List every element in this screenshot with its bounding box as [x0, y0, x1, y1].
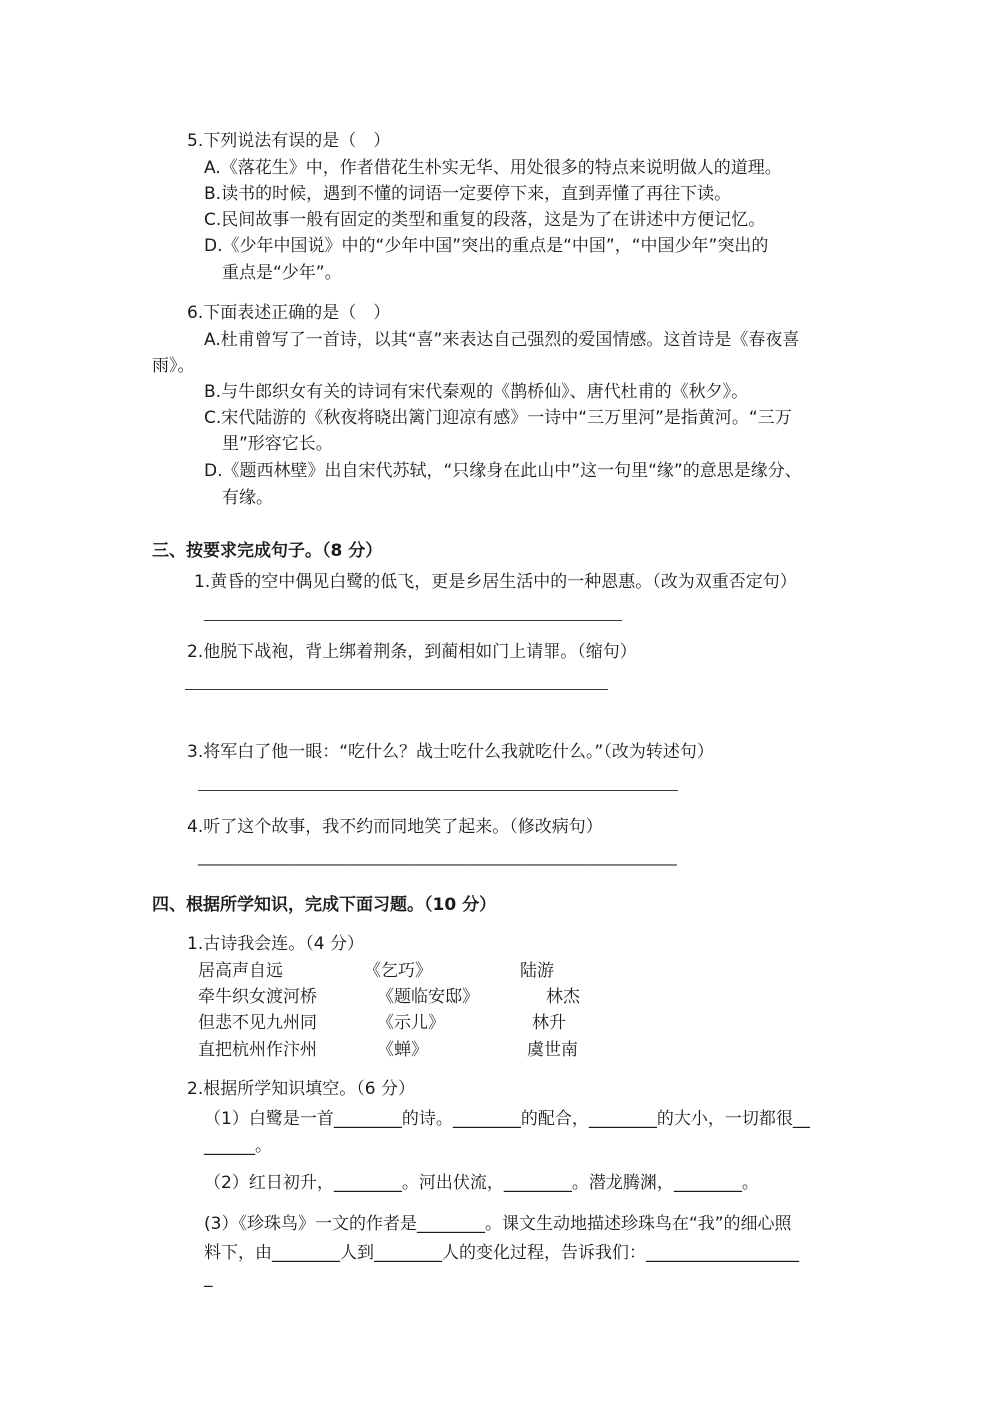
- fill-blank-title: 2.根据所学知识填空。（6 分）: [187, 1079, 415, 1099]
- q5-option-a: A.《落花生》中，作者借花生朴实无华、用处很多的特点来说明做人的道理。: [204, 158, 782, 178]
- section3-item-4: 4.听了这个故事，我不约而同地笑了起来。（修改病句）: [187, 817, 603, 837]
- poem-title-1[interactable]: 《乞巧》: [364, 961, 432, 981]
- fill-blank-3-line3: _: [204, 1268, 213, 1288]
- poem-line-2[interactable]: 牵牛织女渡河桥: [198, 987, 317, 1007]
- q6-option-a-line1: A.杜甫曾写了一首诗，以其“喜”来表达自己强烈的爱国情感。这首诗是《春夜喜: [204, 330, 800, 350]
- q6-option-b: B.与牛郎织女有关的诗词有宋代秦观的《鹊桥仙》、唐代杜甫的《秋夕》。: [204, 382, 749, 402]
- section4-heading: 四、根据所学知识，完成下面习题。（10 分）: [152, 895, 497, 915]
- q6-option-c-line2: 里”形容它长。: [222, 434, 333, 454]
- q5-stem: 5.下列说法有误的是（ ）: [187, 131, 391, 151]
- q5-option-d-line1: D.《少年中国说》中的“少年中国”突出的重点是“中国”，“中国少年”突出的: [204, 236, 769, 256]
- answer-line-2[interactable]: [185, 689, 608, 690]
- section3-heading: 三、按要求完成句子。（8 分）: [152, 541, 383, 561]
- poem-line-4[interactable]: 直把杭州作汴州: [198, 1040, 317, 1060]
- poem-author-2[interactable]: 林杰: [546, 987, 580, 1007]
- section3-item-3: 3.将军白了他一眼：“吃什么？战士吃什么我就吃什么。”（改为转述句）: [187, 742, 714, 762]
- q6-option-d-line2: 有缘。: [222, 488, 273, 508]
- section3-item-1: 1.黄昏的空中偶见白鹭的低飞，更是乡居生活中的一种恩惠。（改为双重否定句）: [194, 572, 797, 592]
- q5-option-b: B.读书的时候，遇到不懂的词语一定要停下来，直到弄懂了再往下读。: [204, 184, 732, 204]
- q6-stem: 6.下面表述正确的是（ ）: [187, 303, 391, 323]
- poem-title-2[interactable]: 《题临安邸》: [377, 987, 479, 1007]
- answer-line-3[interactable]: [198, 790, 678, 791]
- poem-author-3[interactable]: 林升: [532, 1013, 566, 1033]
- fill-blank-3-line2: 料下，由________人到________人的变化过程，告诉我们：__________________: [204, 1243, 799, 1263]
- poem-line-3[interactable]: 但悲不见九州同: [198, 1013, 317, 1033]
- fill-blank-3-line1: (3）《珍珠鸟》一文的作者是________。课文生动地描述珍珠鸟在“我”的细心照: [204, 1214, 792, 1234]
- fill-blank-2: （2）红日初升，________。河出伏流，________。潜龙腾渊，________。: [204, 1173, 759, 1193]
- section3-item-2: 2.他脱下战袍，背上绑着荆条，到蔺相如门上请罪。（缩句）: [187, 642, 637, 662]
- q6-option-a-line2: 雨》。: [152, 356, 195, 376]
- poem-author-4[interactable]: 虞世南: [527, 1040, 578, 1060]
- poem-match-title: 1.古诗我会连。（4 分）: [187, 934, 364, 954]
- poem-author-1[interactable]: 陆游: [520, 961, 554, 981]
- answer-line-1[interactable]: [204, 620, 622, 621]
- q5-option-c: C.民间故事一般有固定的类型和重复的段落，这是为了在讲述中方便记忆。: [204, 210, 766, 230]
- poem-line-1[interactable]: 居高声自远: [198, 961, 283, 981]
- fill-blank-1-line2: ______。: [204, 1136, 272, 1156]
- q6-option-d-line1: D.《题西林壁》出自宋代苏轼，“只缘身在此山中”这一句里“缘”的意思是缘分、: [204, 461, 802, 481]
- poem-title-4[interactable]: 《蝉》: [377, 1040, 428, 1060]
- q6-option-c-line1: C.宋代陆游的《秋夜将晓出篱门迎凉有感》一诗中“三万里河”是指黄河。“三万: [204, 408, 792, 428]
- q5-option-d-line2: 重点是“少年”。: [222, 263, 342, 283]
- fill-blank-1-line1: （1）白鹭是一首________的诗。________的配合，________的大小，一切都很__: [204, 1109, 810, 1129]
- poem-title-3[interactable]: 《示儿》: [377, 1013, 445, 1033]
- answer-line-4[interactable]: ___________________________________________________________________: [198, 848, 677, 866]
